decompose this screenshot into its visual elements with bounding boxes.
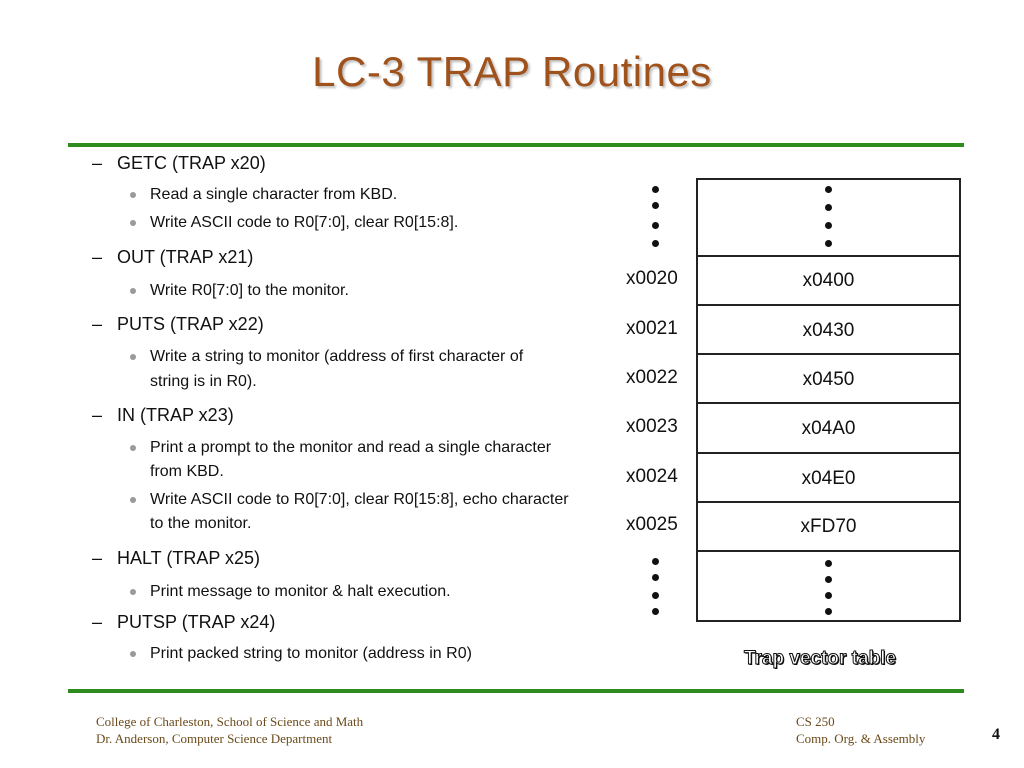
- ellipsis-dot: [652, 202, 659, 209]
- sub-item-text: Write a string to monitor (address of first character of: [150, 348, 524, 365]
- bullet-icon: [130, 497, 136, 503]
- bullet-icon: [130, 192, 136, 198]
- footer-department: Dr. Anderson, Computer Science Department: [96, 731, 333, 746]
- list-item-putsp: [92, 612, 275, 633]
- item-label: GETC (TRAP x20): [117, 153, 266, 173]
- sub-item-text: Write R0[7:0] to the monitor.: [150, 282, 349, 299]
- page-number: 4: [992, 726, 1000, 743]
- ellipsis-dot: [825, 240, 832, 247]
- sub-item-text: Read a single character from KBD.: [150, 186, 398, 203]
- ellipsis-dot: [825, 560, 832, 567]
- vector-value: xFD70: [800, 516, 857, 537]
- row-divider: [698, 452, 959, 454]
- vector-value: x0400: [802, 270, 855, 291]
- bullet-icon: [130, 288, 136, 294]
- ellipsis-dot: [652, 558, 659, 565]
- ellipsis-dot: [825, 204, 832, 211]
- vector-value: x04A0: [801, 418, 856, 439]
- row-divider: [698, 255, 959, 257]
- ellipsis-dot: [652, 592, 659, 599]
- footer-course-name: Comp. Org. & Assembly: [796, 731, 926, 746]
- sub-item-text: Print packed string to monitor (address in R0): [150, 645, 472, 662]
- ellipsis-dot: [652, 574, 659, 581]
- dash-marker: –: [92, 153, 103, 173]
- dash-marker: –: [92, 405, 103, 425]
- item-label: IN (TRAP x23): [117, 405, 234, 425]
- bullet-icon: [130, 220, 136, 226]
- slide-title: LC-3 TRAP Routines: [312, 48, 712, 95]
- bullet-icon: [130, 589, 136, 595]
- row-divider: [698, 402, 959, 404]
- row-divider: [698, 353, 959, 355]
- sub-item-text: Print a prompt to the monitor and read a single character: [150, 439, 552, 456]
- list-item-out: [92, 247, 253, 268]
- list-item-getc: [92, 153, 266, 174]
- bottom-divider: [68, 689, 964, 693]
- item-label: HALT (TRAP x25): [117, 548, 261, 568]
- item-label: PUTS (TRAP x22): [117, 314, 264, 334]
- list-item-halt: [92, 548, 260, 569]
- footer-left: [96, 713, 363, 747]
- ellipsis-dot: [825, 576, 832, 583]
- item-label: OUT (TRAP x21): [117, 247, 254, 267]
- table-box: [696, 178, 961, 622]
- ellipsis-dot: [652, 608, 659, 615]
- sub-item-text: Print message to monitor & halt execution.: [150, 583, 451, 600]
- ellipsis-dot: [825, 608, 832, 615]
- table-caption: Trap vector table: [743, 648, 897, 669]
- dash-marker: –: [92, 612, 103, 632]
- list-item-puts: [92, 314, 264, 335]
- address-label: x0021: [626, 318, 678, 339]
- footer-course: CS 250: [796, 714, 835, 729]
- row-divider: [698, 501, 959, 503]
- bullet-icon: [130, 651, 136, 657]
- vector-value: x0430: [802, 320, 855, 341]
- ellipsis-dot: [652, 186, 659, 193]
- address-label: x0024: [626, 466, 678, 487]
- dash-marker: –: [92, 548, 103, 568]
- ellipsis-dot: [825, 222, 832, 229]
- dash-marker: –: [92, 247, 103, 267]
- address-label: x0023: [626, 416, 678, 437]
- ellipsis-dot: [652, 240, 659, 247]
- ellipsis-dot: [652, 222, 659, 229]
- vector-value: x0450: [802, 369, 855, 390]
- trap-vector-table: [620, 178, 965, 626]
- sub-item-text: Write ASCII code to R0[7:0], clear R0[15:8].: [150, 214, 459, 231]
- vector-value: x04E0: [801, 468, 856, 489]
- sub-item-text: string is in R0).: [150, 373, 257, 390]
- ellipsis-dot: [825, 186, 832, 193]
- dash-marker: –: [92, 314, 103, 334]
- sub-item-text: Write ASCII code to R0[7:0], clear R0[15:8], echo character: [150, 491, 569, 508]
- row-divider: [698, 550, 959, 552]
- row-divider: [698, 304, 959, 306]
- bullet-icon: [130, 445, 136, 451]
- sub-item-text: to the monitor.: [150, 515, 252, 532]
- list-item-in: [92, 405, 234, 426]
- item-label: PUTSP (TRAP x24): [117, 612, 276, 632]
- address-label: x0022: [626, 367, 678, 388]
- sub-item-text: from KBD.: [150, 463, 224, 480]
- ellipsis-dot: [825, 592, 832, 599]
- footer-right: [796, 713, 925, 747]
- footer-institution: College of Charleston, School of Science and Math: [96, 714, 364, 729]
- address-label: x0025: [626, 514, 678, 535]
- address-label: x0020: [626, 268, 678, 289]
- bullet-icon: [130, 354, 136, 360]
